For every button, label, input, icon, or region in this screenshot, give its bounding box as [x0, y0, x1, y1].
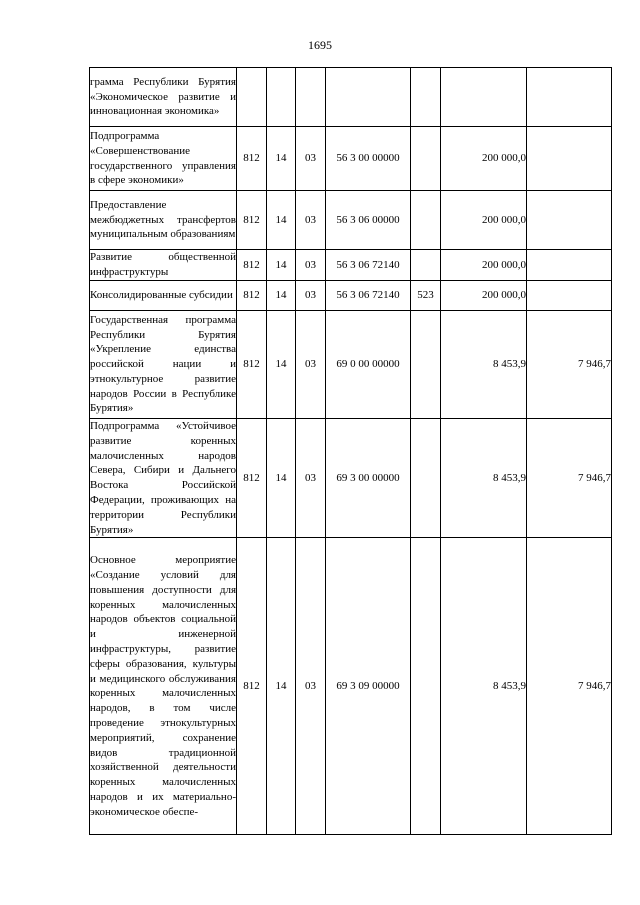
- table-row: [90, 127, 612, 191]
- amount-year1-cell: 200 000,0: [441, 191, 527, 250]
- target-article-cell: 69 3 00 00000: [326, 419, 411, 538]
- budget-table: [89, 67, 612, 835]
- ministry-code-cell: 812: [237, 281, 267, 311]
- amount-year2-cell: [527, 127, 612, 191]
- section-code-cell: 14: [267, 311, 296, 419]
- section-code-cell: [267, 68, 296, 127]
- row-name-cell: Государственная программа Республики Бурятия «Укрепление единства российской нации и этнокультурное развитие народов России в Республике Бурятия»: [90, 311, 237, 419]
- table-row: [90, 250, 612, 281]
- section-code-cell: 14: [267, 250, 296, 281]
- ministry-code-cell: 812: [237, 419, 267, 538]
- target-article-cell: 56 3 06 00000: [326, 191, 411, 250]
- amount-year1-cell: 200 000,0: [441, 127, 527, 191]
- expense-type-cell: [411, 127, 441, 191]
- row-name-cell: Развитие общественной инфраструктуры: [90, 250, 237, 281]
- target-article-cell: 69 3 09 00000: [326, 538, 411, 835]
- amount-year2-cell: 7 946,7: [527, 311, 612, 419]
- amount-year2-cell: 7 946,7: [527, 538, 612, 835]
- section-code-cell: 14: [267, 419, 296, 538]
- target-article-cell: 56 3 00 00000: [326, 127, 411, 191]
- table-row: [90, 191, 612, 250]
- amount-year1-cell: 8 453,9: [441, 311, 527, 419]
- subsection-code-cell: 03: [296, 191, 326, 250]
- amount-year2-cell: 7 946,7: [527, 419, 612, 538]
- expense-type-cell: [411, 538, 441, 835]
- section-code-cell: 14: [267, 191, 296, 250]
- expense-type-cell: [411, 311, 441, 419]
- amount-year2-cell: [527, 250, 612, 281]
- section-code-cell: 14: [267, 538, 296, 835]
- row-name-cell: Подпрограмма «Устойчивое развитие коренных малочисленных народов Севера, Сибири и Дальнего Востока Российской Федерации, проживающих на территории Республики Бурятия»: [90, 419, 237, 538]
- row-name-cell: Консолидированные субсидии: [90, 281, 237, 311]
- table-row: [90, 419, 612, 538]
- expense-type-cell: [411, 419, 441, 538]
- subsection-code-cell: 03: [296, 281, 326, 311]
- page-number: 1695: [308, 38, 332, 52]
- row-name-cell: грамма Республики Бурятия «Экономическое развитие и инновационная экономика»: [90, 68, 237, 127]
- row-name-cell: Предоставление межбюджетных трансфертов муниципальным образованиям: [90, 191, 237, 250]
- amount-year1-cell: 8 453,9: [441, 419, 527, 538]
- subsection-code-cell: 03: [296, 311, 326, 419]
- subsection-code-cell: 03: [296, 250, 326, 281]
- amount-year1-cell: 200 000,0: [441, 250, 527, 281]
- target-article-cell: 56 3 06 72140: [326, 250, 411, 281]
- expense-type-cell: 523: [411, 281, 441, 311]
- target-article-cell: 56 3 06 72140: [326, 281, 411, 311]
- amount-year2-cell: [527, 68, 612, 127]
- ministry-code-cell: 812: [237, 191, 267, 250]
- amount-year1-cell: 8 453,9: [441, 538, 527, 835]
- subsection-code-cell: 03: [296, 419, 326, 538]
- table-row: [90, 68, 612, 127]
- amount-year1-cell: [441, 68, 527, 127]
- subsection-code-cell: [296, 68, 326, 127]
- table-row: [90, 311, 612, 419]
- expense-type-cell: [411, 250, 441, 281]
- target-article-cell: 69 0 00 00000: [326, 311, 411, 419]
- section-code-cell: 14: [267, 281, 296, 311]
- target-article-cell: [326, 68, 411, 127]
- amount-year2-cell: [527, 281, 612, 311]
- ministry-code-cell: 812: [237, 311, 267, 419]
- section-code-cell: 14: [267, 127, 296, 191]
- amount-year1-cell: 200 000,0: [441, 281, 527, 311]
- amount-year2-cell: [527, 191, 612, 250]
- row-name-cell: Подпрограмма «Совершенствование государственного управления в сфере экономики»: [90, 127, 237, 191]
- row-name-cell: Основное мероприятие «Создание условий для повышения доступности для коренных малочисленных народов объектов социальной и инженерной инфраструктуры, развитие сферы образования, культуры и медицинского обслуживания коренных малочисленных народов, в том числе проведение этнокультурных мероприятий, сохранение видов традиционной хозяйственной деятельности коренных малочисленных народов и их материально-экономическое обеспе-: [90, 538, 237, 835]
- subsection-code-cell: 03: [296, 538, 326, 835]
- expense-type-cell: [411, 68, 441, 127]
- ministry-code-cell: 812: [237, 127, 267, 191]
- table-row: [90, 538, 612, 835]
- table-row: [90, 281, 612, 311]
- subsection-code-cell: 03: [296, 127, 326, 191]
- ministry-code-cell: 812: [237, 250, 267, 281]
- expense-type-cell: [411, 191, 441, 250]
- ministry-code-cell: 812: [237, 538, 267, 835]
- ministry-code-cell: [237, 68, 267, 127]
